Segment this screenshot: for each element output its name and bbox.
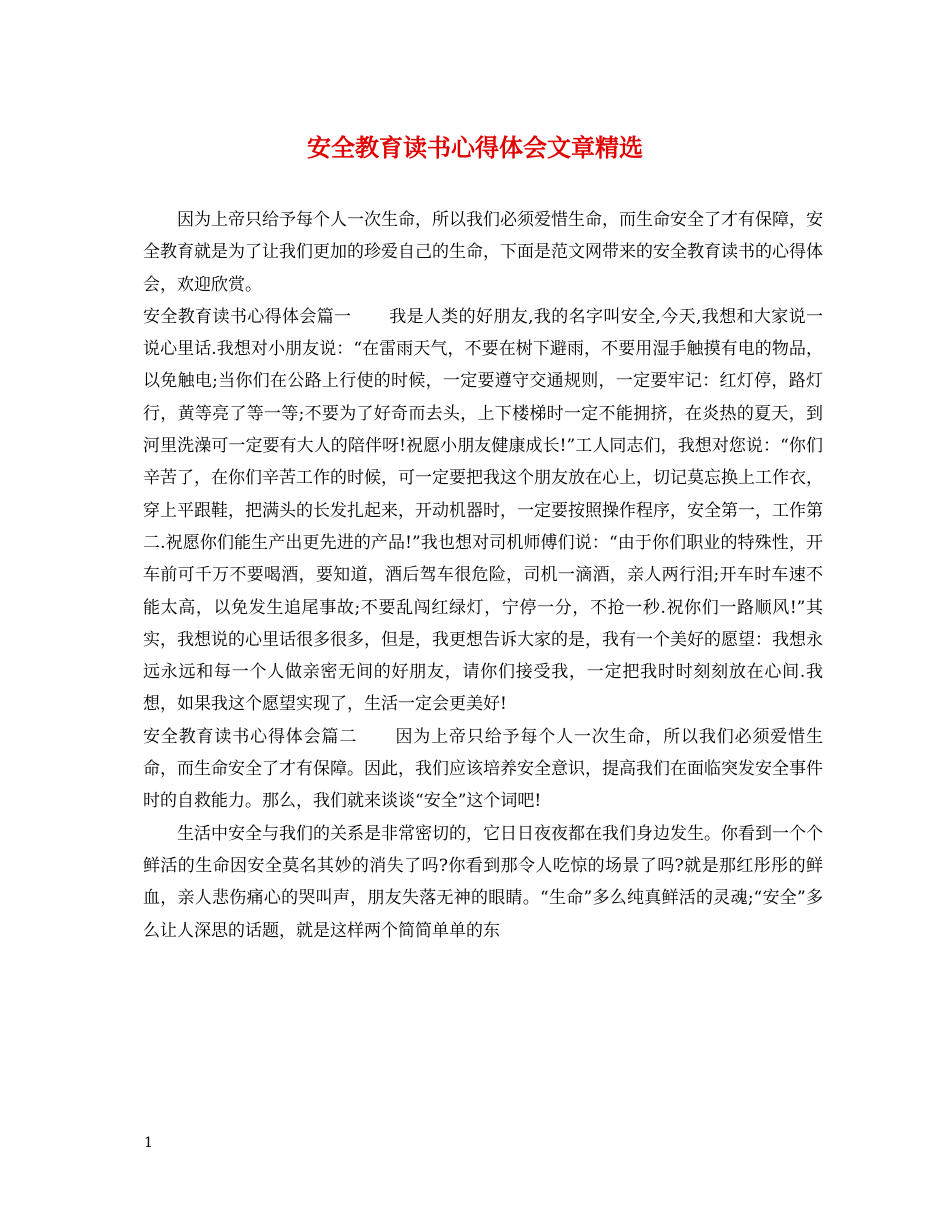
section-two-heading: 安全教育读书心得体会篇二 <box>143 726 358 747</box>
document-body <box>143 204 823 947</box>
section-two-paragraph-2: 生活中安全与我们的关系是非常密切的，它日日夜夜都在我们身边发生。你看到一个个鲜活的生命因安全莫名其妙的消失了吗?你看到那令人吃惊的场景了吗?就是那红彤彤的鲜血，亲人悲伤痛心的哭叫声，朋友失落无神的眼睛。“生命”多么纯真鲜活的灵魂;“安全”多么让人深思的话题，就是这样两个简简单单的东 <box>143 823 823 941</box>
section-one-paragraph <box>143 301 823 721</box>
section-two-text: 因为上帝只给予每个人一次生命，所以我们必须爱惜生命，而生命安全了才有保障。因此，我们应该培养安全意识，提高我们在面临突发安全事件时的自救能力。那么，我们就来谈谈“安全”这个词吧! <box>143 726 823 812</box>
section-one-text: 我是人类的好朋友,我的名字叫安全,今天,我想和大家说一说心里话.我想对小朋友说：“在雷雨天气，不要在树下避雨，不要用湿手触摸有电的物品，以免触电;当你们在公路上行使的时候，一定要遵守交通规则，一定要牢记：红灯停，路灯行，黄等亮了等一等;不要为了好奇而去头，上下楼梯时一定不能拥挤，在炎热的夏天，到河里洗澡可一定要有大人的陪伴呀!祝愿小朋友健康成长!”工人同志们，我想对您说：“你们辛苦了，在你们辛苦工作的时候，可一定要把我这个朋友放在心上，切记莫忘换上工作衣，穿上平跟鞋，把满头的长发扎起来，开动机器时，一定要按照操作程序，安全第一，工作第二.祝愿你们能生产出更先进的产品!”我也想对司机师傅们说：“由于你们职业的特殊性，开车前可千万不要喝酒，要知道，酒后驾车很危险，司机一滴酒，亲人两行泪;开车时车速不能太高，以免发生追尾事故;不要乱闯红绿灯，宁停一分，不抢一秒.祝你们一路顺风!”其实，我想说的心里话很多很多，但是，我更想告诉大家的是，我有一个美好的愿望：我想永远永远和每一个人做亲密无间的好朋友，请你们接受我，一定把我时时刻刻放在心间.我想，如果我这个愿望实现了，生活一定会更美好! <box>143 306 824 715</box>
document-title: 安全教育读书心得体会文章精选 <box>307 133 643 162</box>
page-number: 1 <box>144 1135 153 1151</box>
section-two-paragraph <box>143 721 823 818</box>
intro-paragraph: 因为上帝只给予每个人一次生命，所以我们必须爱惜生命，而生命安全了才有保障，安全教育就是为了让我们更加的珍爱自己的生命，下面是范文网带来的安全教育读书的心得体会，欢迎欣赏。 <box>143 210 823 295</box>
section-one-heading: 安全教育读书心得体会篇一 <box>143 306 352 327</box>
